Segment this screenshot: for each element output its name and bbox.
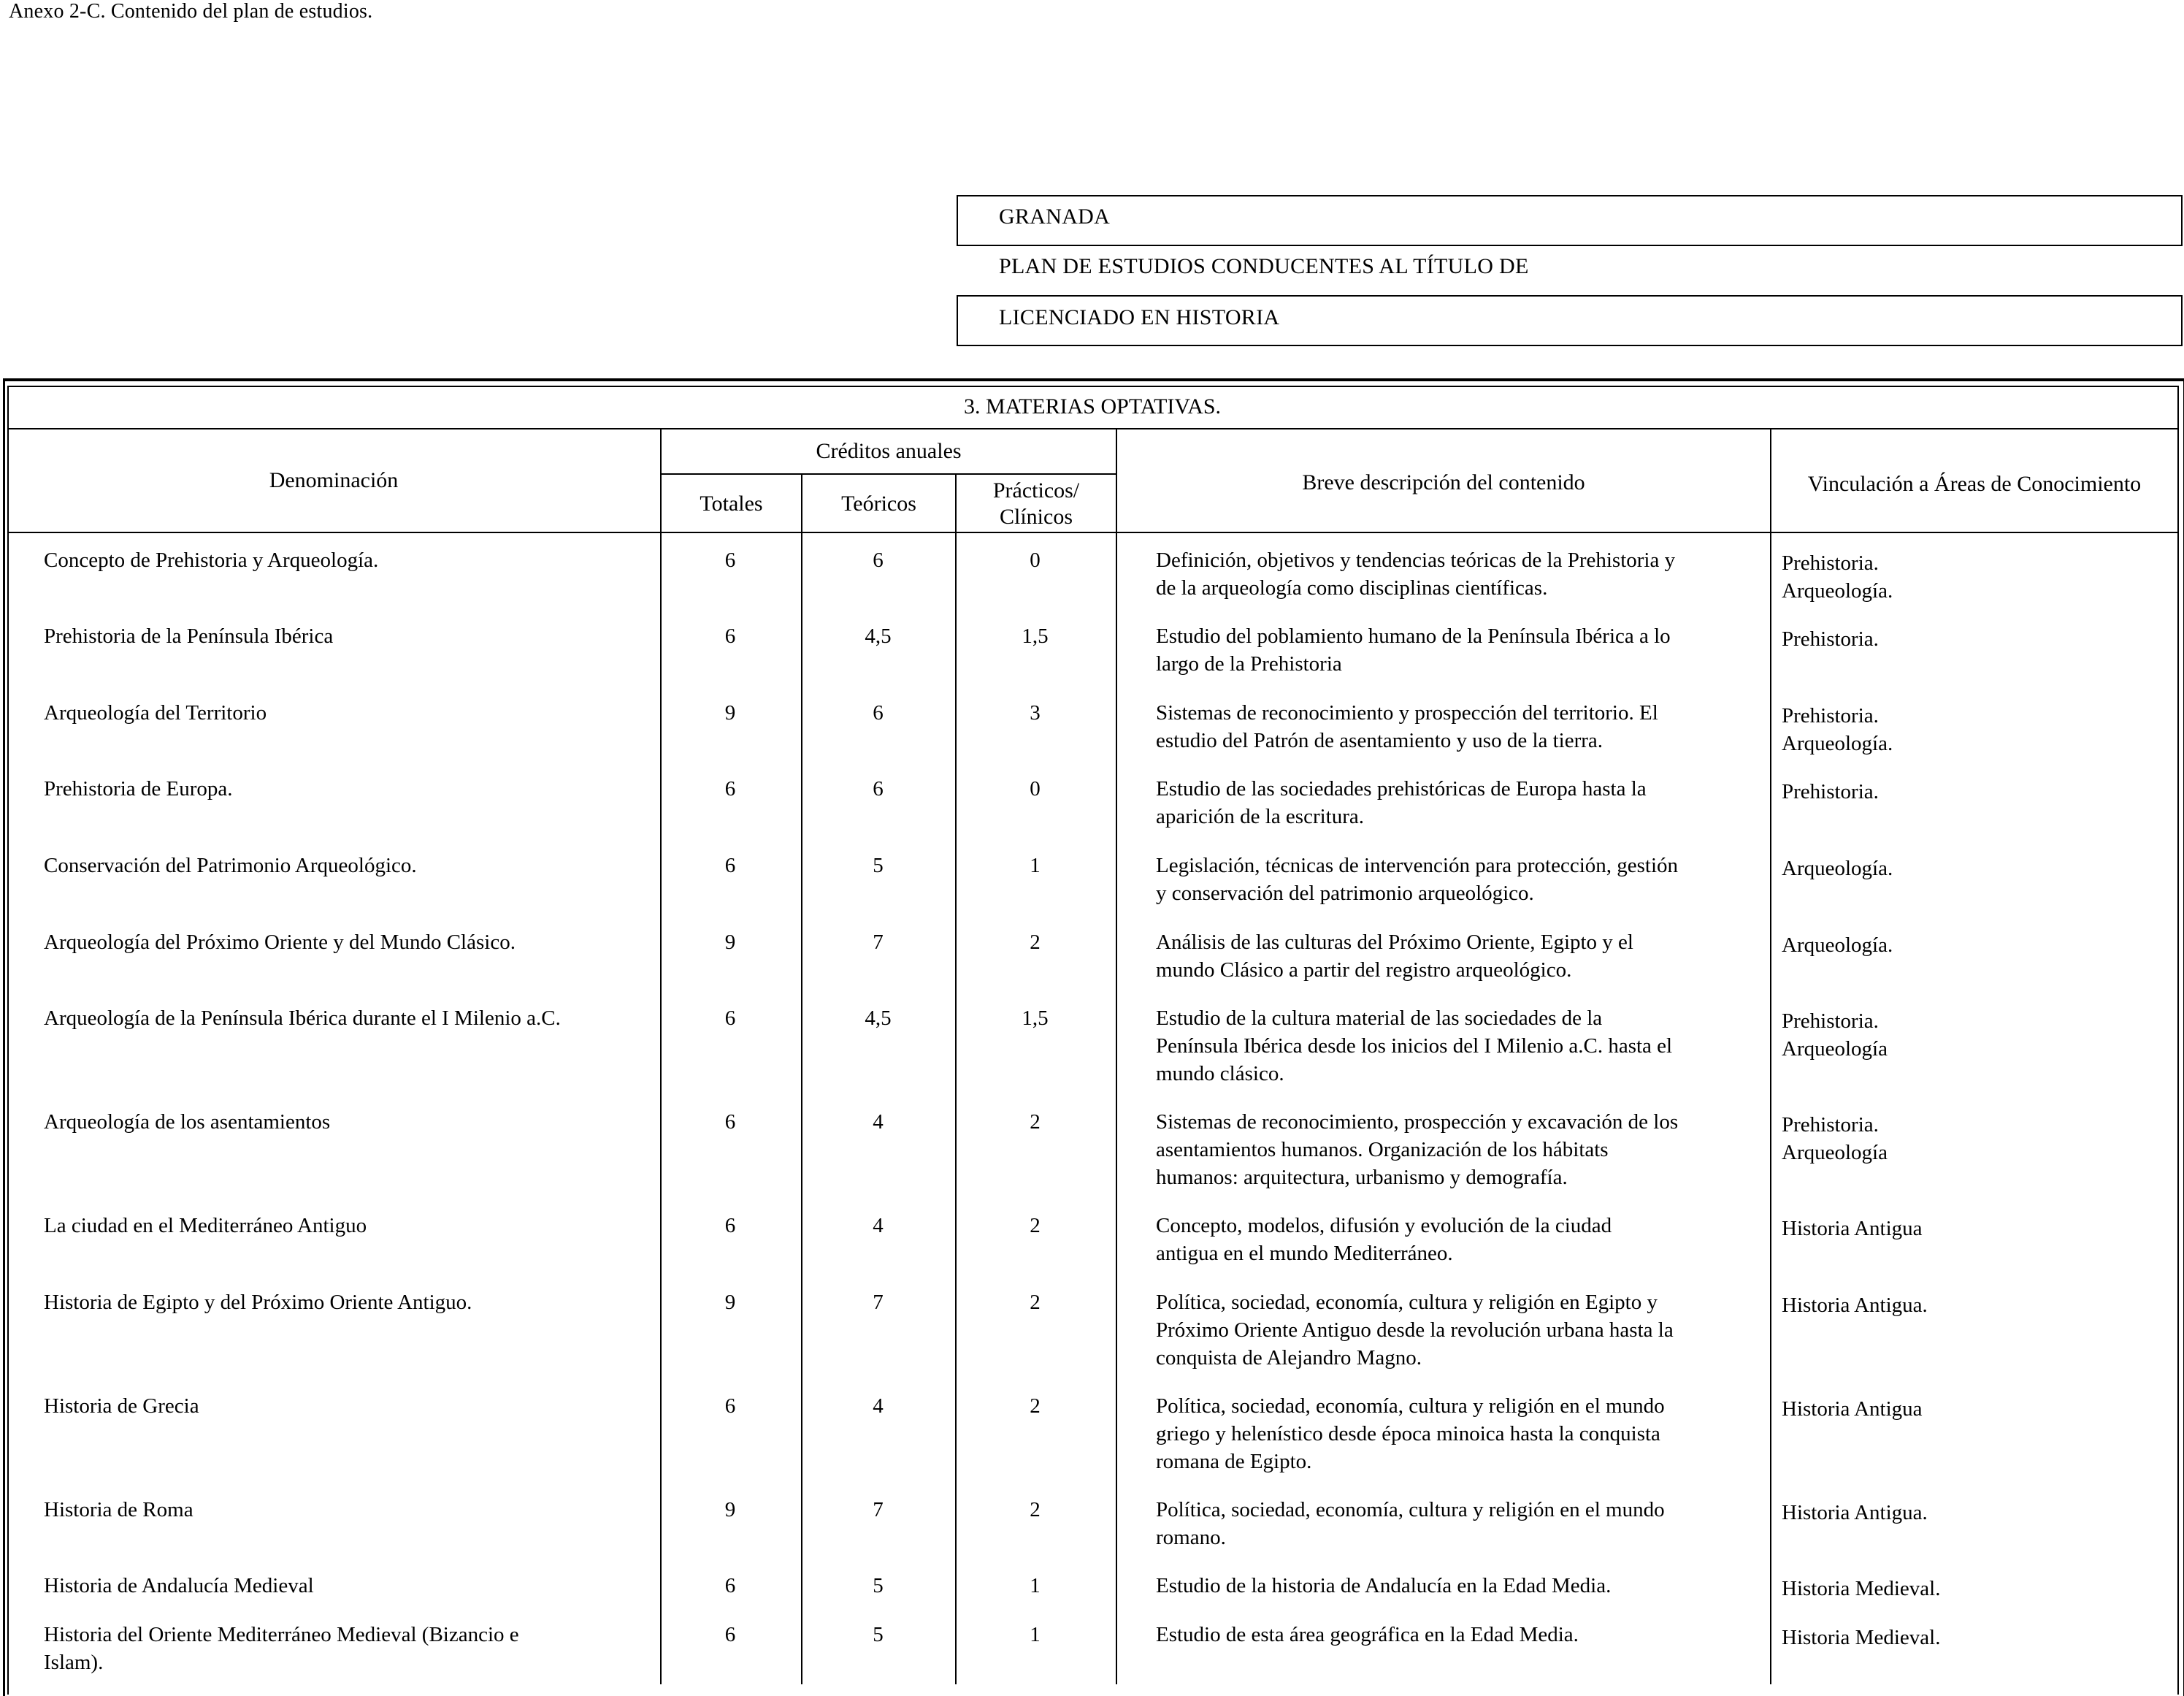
- row-totales: 6: [724, 1574, 736, 1597]
- row-teoricos: 4: [873, 1214, 884, 1237]
- row-practicos: 2: [1030, 1214, 1041, 1237]
- row-practicos: 2: [1030, 1498, 1041, 1521]
- row-descripcion: Definición, objetivos y tendencias teóricas de la Prehistoria y de la arqueología como disciplinas científicas.: [1156, 549, 1676, 600]
- row-practicos: 2: [1030, 931, 1041, 954]
- row-totales: 6: [724, 624, 736, 648]
- header-descripcion: Breve descripción del contenido: [1302, 470, 1585, 494]
- row-name: Prehistoria de Europa.: [44, 777, 233, 801]
- row-descripcion: Sistemas de reconocimiento, prospección y excavación de los asentamientos humanos. Organización de los hábitats humanos: arquitectura, urbanismo y demografía.: [1156, 1110, 1679, 1189]
- row-area: Prehistoria. Arqueología.: [1782, 704, 1893, 755]
- row-totales: 6: [724, 1006, 736, 1030]
- row-teoricos: 5: [873, 854, 884, 877]
- header-vinculacion: Vinculación a Áreas de Conocimiento: [1807, 472, 2142, 496]
- row-area: Prehistoria. Arqueología: [1782, 1113, 1888, 1164]
- row-name: Historia de Andalucía Medieval: [44, 1574, 314, 1597]
- row-descripcion: Política, sociedad, economía, cultura y religión en Egipto y Próximo Oriente Antiguo desde la revolución urbana hasta la conquista de Alejandro Magno.: [1156, 1291, 1674, 1370]
- row-practicos: 1: [1030, 1623, 1041, 1646]
- row-area: Prehistoria. Arqueología: [1782, 1009, 1888, 1061]
- row-totales: 6: [724, 1214, 736, 1237]
- col-divider-2: [801, 473, 802, 1684]
- row-descripcion: Estudio de la historia de Andalucía en la Edad Media.: [1156, 1574, 1612, 1597]
- row-descripcion: Legislación, técnicas de intervención para protección, gestión y conservación del patrimonio arqueológico.: [1156, 854, 1679, 905]
- row-teoricos: 4,5: [865, 1006, 892, 1030]
- row-area: Historia Antigua.: [1782, 1501, 1928, 1524]
- row-name: La ciudad en el Mediterráneo Antiguo: [44, 1214, 367, 1237]
- row-teoricos: 5: [873, 1574, 884, 1597]
- header-plan: PLAN DE ESTUDIOS CONDUCENTES AL TÍTULO DE: [999, 254, 1529, 278]
- row-totales: 6: [724, 549, 736, 572]
- row-practicos: 0: [1030, 549, 1041, 572]
- row-teoricos: 4: [873, 1110, 884, 1134]
- row-practicos: 2: [1030, 1291, 1041, 1314]
- row-name: Arqueología de la Península Ibérica durante el I Milenio a.C.: [44, 1006, 561, 1030]
- row-totales: 6: [724, 1110, 736, 1134]
- row-practicos: 1: [1030, 854, 1041, 877]
- header-box-university: [957, 195, 2183, 246]
- row-totales: 9: [724, 701, 736, 725]
- divider-title: [7, 428, 2177, 429]
- row-practicos: 0: [1030, 777, 1041, 801]
- row-name: Arqueología de los asentamientos: [44, 1110, 331, 1134]
- row-area: Historia Antigua: [1782, 1217, 1923, 1240]
- row-area: Historia Antigua: [1782, 1397, 1923, 1421]
- row-descripcion: Estudio de esta área geográfica en la Edad Media.: [1156, 1623, 1579, 1646]
- row-name: Historia del Oriente Mediterráneo Medieval (Bizancio e Islam).: [44, 1623, 519, 1674]
- row-teoricos: 6: [873, 549, 884, 572]
- header-university: GRANADA: [999, 205, 1111, 229]
- header-degree: LICENCIADO EN HISTORIA: [999, 305, 1280, 329]
- row-teoricos: 5: [873, 1623, 884, 1646]
- header-practicos: Prácticos/ Clínicos: [992, 478, 1080, 529]
- header-totales: Totales: [700, 492, 763, 516]
- header-denominacion: Denominación: [269, 468, 399, 492]
- row-name: Conservación del Patrimonio Arqueológico.: [44, 854, 417, 877]
- row-totales: 6: [724, 777, 736, 801]
- row-teoricos: 6: [873, 777, 884, 801]
- row-totales: 9: [724, 931, 736, 954]
- row-descripcion: Estudio de la cultura material de las sociedades de la Península Ibérica desde los inicios del I Milenio a.C. hasta el mundo clásico.: [1156, 1006, 1673, 1085]
- row-teoricos: 7: [873, 1498, 884, 1521]
- row-name: Concepto de Prehistoria y Arqueología.: [44, 549, 379, 572]
- row-totales: 6: [724, 854, 736, 877]
- row-name: Historia de Roma: [44, 1498, 194, 1521]
- row-name: Arqueología del Próximo Oriente y del Mundo Clásico.: [44, 931, 516, 954]
- row-practicos: 2: [1030, 1110, 1041, 1134]
- header-teoricos: Teóricos: [841, 492, 916, 516]
- row-name: Arqueología del Territorio: [44, 701, 267, 725]
- row-descripcion: Análisis de las culturas del Próximo Oriente, Egipto y el mundo Clásico a partir del registro arqueológico.: [1156, 931, 1633, 982]
- row-teoricos: 7: [873, 931, 884, 954]
- col-divider-4: [1116, 428, 1117, 1684]
- row-name: Historia de Grecia: [44, 1394, 199, 1418]
- row-teoricos: 4: [873, 1394, 884, 1418]
- row-area: Historia Antigua.: [1782, 1294, 1928, 1317]
- row-totales: 6: [724, 1623, 736, 1646]
- row-name: Historia de Egipto y del Próximo Oriente Antiguo.: [44, 1291, 472, 1314]
- row-practicos: 1: [1030, 1574, 1041, 1597]
- row-area: Prehistoria. Arqueología.: [1782, 551, 1893, 603]
- annex-title: Anexo 2-C. Contenido del plan de estudios.: [9, 0, 373, 23]
- row-name: Prehistoria de la Península Ibérica: [44, 624, 334, 648]
- row-totales: 6: [724, 1394, 736, 1418]
- row-area: Arqueología.: [1782, 933, 1893, 957]
- row-descripcion: Política, sociedad, economía, cultura y religión en el mundo romano.: [1156, 1498, 1665, 1549]
- row-descripcion: Estudio del poblamiento humano de la Península Ibérica a lo largo de la Prehistoria: [1156, 624, 1671, 676]
- row-practicos: 1,5: [1022, 1006, 1049, 1030]
- row-teoricos: 7: [873, 1291, 884, 1314]
- row-area: Prehistoria.: [1782, 627, 1879, 651]
- row-area: Historia Medieval.: [1782, 1577, 1941, 1600]
- row-descripcion: Política, sociedad, economía, cultura y religión en el mundo griego y helenístico desde época minoica hasta la conquista romana de Egipto.: [1156, 1394, 1665, 1473]
- table-title: 3. MATERIAS OPTATIVAS.: [963, 394, 1222, 419]
- col-divider-5: [1770, 428, 1771, 1684]
- divider-credits: [660, 473, 1116, 475]
- row-totales: 9: [724, 1291, 736, 1314]
- row-practicos: 1,5: [1022, 624, 1049, 648]
- row-descripcion: Concepto, modelos, difusión y evolución de la ciudad antigua en el mundo Mediterráneo.: [1156, 1214, 1612, 1265]
- row-descripcion: Sistemas de reconocimiento y prospección del territorio. El estudio del Patrón de asentamiento y uso de la tierra.: [1156, 701, 1658, 752]
- row-area: Arqueología.: [1782, 857, 1893, 880]
- header-creditos: Créditos anuales: [816, 439, 962, 463]
- row-area: Historia Medieval.: [1782, 1626, 1941, 1649]
- row-area: Prehistoria.: [1782, 780, 1879, 803]
- row-descripcion: Estudio de las sociedades prehistóricas de Europa hasta la aparición de la escritura.: [1156, 777, 1647, 828]
- row-teoricos: 6: [873, 701, 884, 725]
- row-totales: 9: [724, 1498, 736, 1521]
- row-practicos: 2: [1030, 1394, 1041, 1418]
- divider-header: [7, 532, 2177, 533]
- row-practicos: 3: [1030, 701, 1041, 725]
- row-teoricos: 4,5: [865, 624, 892, 648]
